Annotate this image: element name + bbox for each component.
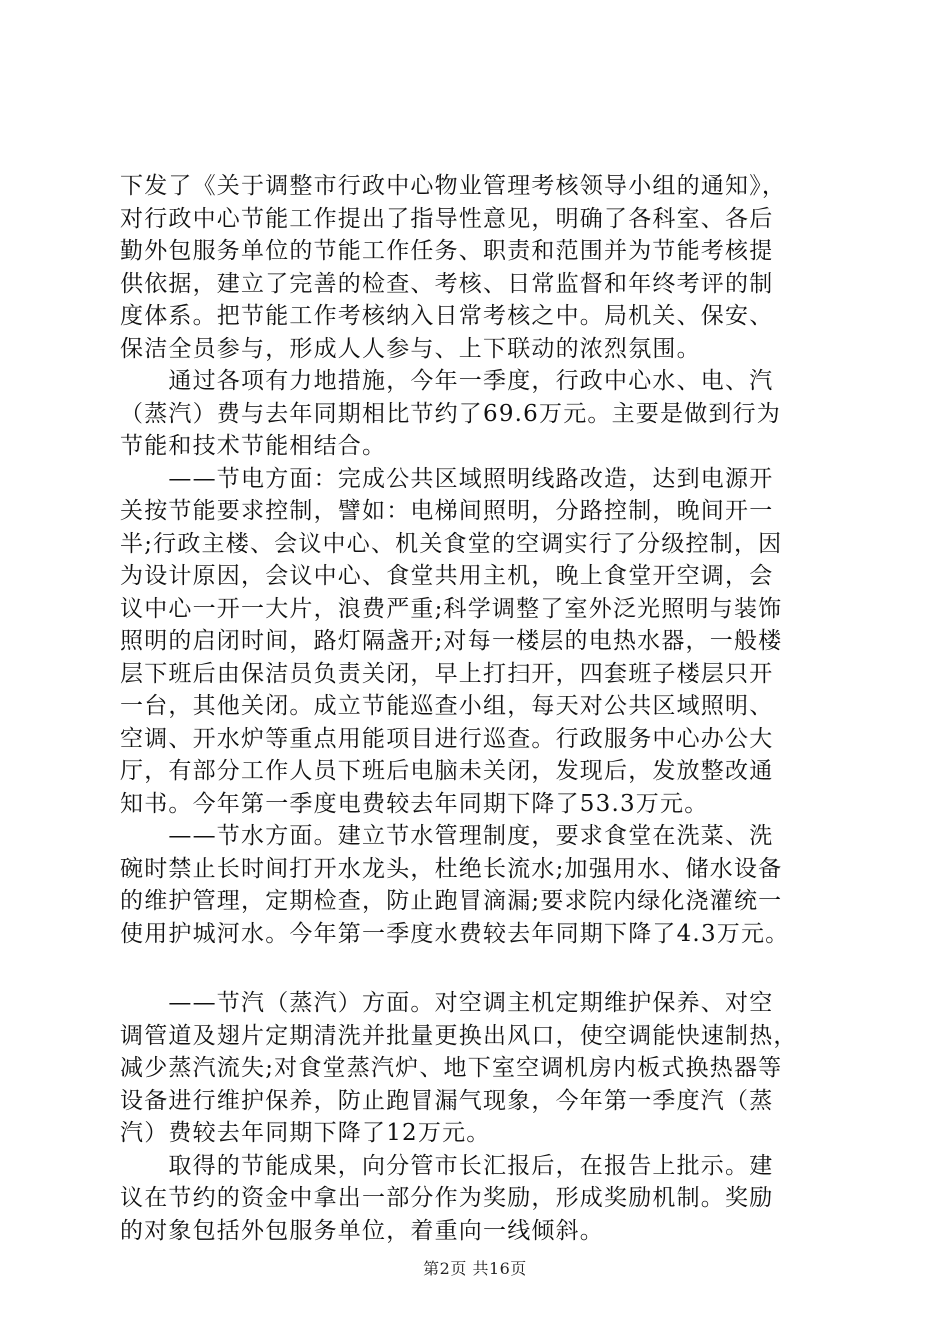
page-number-footer: 第2页 共16页 [423, 1259, 527, 1278]
paragraph-spacer [120, 950, 850, 987]
text-line: 议在节约的资金中拿出一部分作为奖励，形成奖励机制。奖励 [120, 1185, 774, 1211]
text-line: 的对象包括外包服务单位，着重向一线倾斜。 [120, 1217, 604, 1244]
text-line: 节能和技术节能相结合。 [120, 433, 387, 459]
text-line: 厅，有部分工作人员下班后电脑未关闭，发现后，发放整改通 [120, 758, 774, 784]
text-line: 下发了《关于调整市行政中心物业管理考核领导小组的通知》， [120, 173, 787, 199]
text-line: 关按节能要求控制，譬如：电梯间照明，分路控制，晚间开一 [120, 498, 774, 524]
text-line: 调管道及翅片定期清洗并批量更换出风口，使空调能快速制热， [120, 1022, 798, 1049]
text-line: 取得的节能成果，向分管市长汇报后，在报告上批示。建 [120, 1152, 774, 1179]
text-line: 知书。今年第一季度电费较去年同期下降了53.3万元。 [120, 790, 709, 817]
paragraph-electricity [120, 463, 850, 821]
text-line: ——节电方面：完成公共区域照明线路改造，达到电源开 [120, 465, 774, 492]
text-line: （蒸汽）费与去年同期相比节约了69.6万元。主要是做到行为 [120, 400, 782, 427]
text-line: 减少蒸汽流失;对食堂蒸汽炉、地下室空调机房内板式换热器等 [120, 1055, 783, 1081]
paragraph-notice [120, 170, 850, 365]
text-line: 汽）费较去年同期下降了12万元。 [120, 1120, 491, 1146]
text-line: 对行政中心节能工作提出了指导性意见，明确了各科室、各后 [120, 205, 774, 232]
text-line: 使用护城河水。今年第一季度水费较去年同期下降了4.3万元。 [120, 920, 790, 947]
paragraph-summary [120, 365, 850, 463]
text-line: 勤外包服务单位的节能工作任务、职责和范围并为节能考核提 [120, 238, 774, 264]
text-line: 为设计原因，会议中心、食堂共用主机，晚上食堂开空调，会 [120, 563, 774, 589]
text-line: 层下班后由保洁员负责关闭，早上打扫开，四套班子楼层只开 [120, 660, 774, 687]
paragraph-reward [120, 1150, 850, 1248]
text-line: 空调、开水炉等重点用能项目进行巡查。行政服务中心办公大 [120, 725, 774, 752]
text-line: 照明的启闭时间，路灯隔盏开;对每一楼层的电热水器，一般楼 [120, 628, 783, 654]
text-line: 通过各项有力地措施，今年一季度，行政中心水、电、汽 [120, 368, 774, 394]
text-line: 半;行政主楼、会议中心、机关食堂的空调实行了分级控制，因 [120, 530, 783, 557]
text-line: 碗时禁止长时间打开水龙头，杜绝长流水;加强用水、储水设备 [120, 855, 783, 882]
text-line: ——节汽（蒸汽）方面。对空调主机定期维护保养、对空 [120, 990, 774, 1016]
paragraph-water [120, 820, 850, 950]
text-line: 设备进行维护保养，防止跑冒漏气现象，今年第一季度汽（蒸 [120, 1087, 774, 1114]
text-line: 议中心一开一大片，浪费严重;科学调整了室外泛光照明与装饰 [120, 595, 783, 622]
text-line: 一台，其他关闭。成立节能巡查小组，每天对公共区域照明、 [120, 693, 774, 719]
paragraph-steam [120, 987, 850, 1150]
text-line: 度体系。把节能工作考核纳入日常考核之中。局机关、保安、 [120, 303, 774, 329]
text-line: 的维护管理，定期检查，防止跑冒滴漏;要求院内绿化浇灌统一 [120, 888, 783, 914]
document-body [120, 170, 850, 1247]
text-line: ——节水方面。建立节水管理制度，要求食堂在洗菜、洗 [120, 823, 774, 849]
text-line: 供依据，建立了完善的检查、考核、日常监督和年终考评的制 [120, 270, 774, 297]
text-line: 保洁全员参与，形成人人参与、上下联动的浓烈氛围。 [120, 335, 701, 362]
